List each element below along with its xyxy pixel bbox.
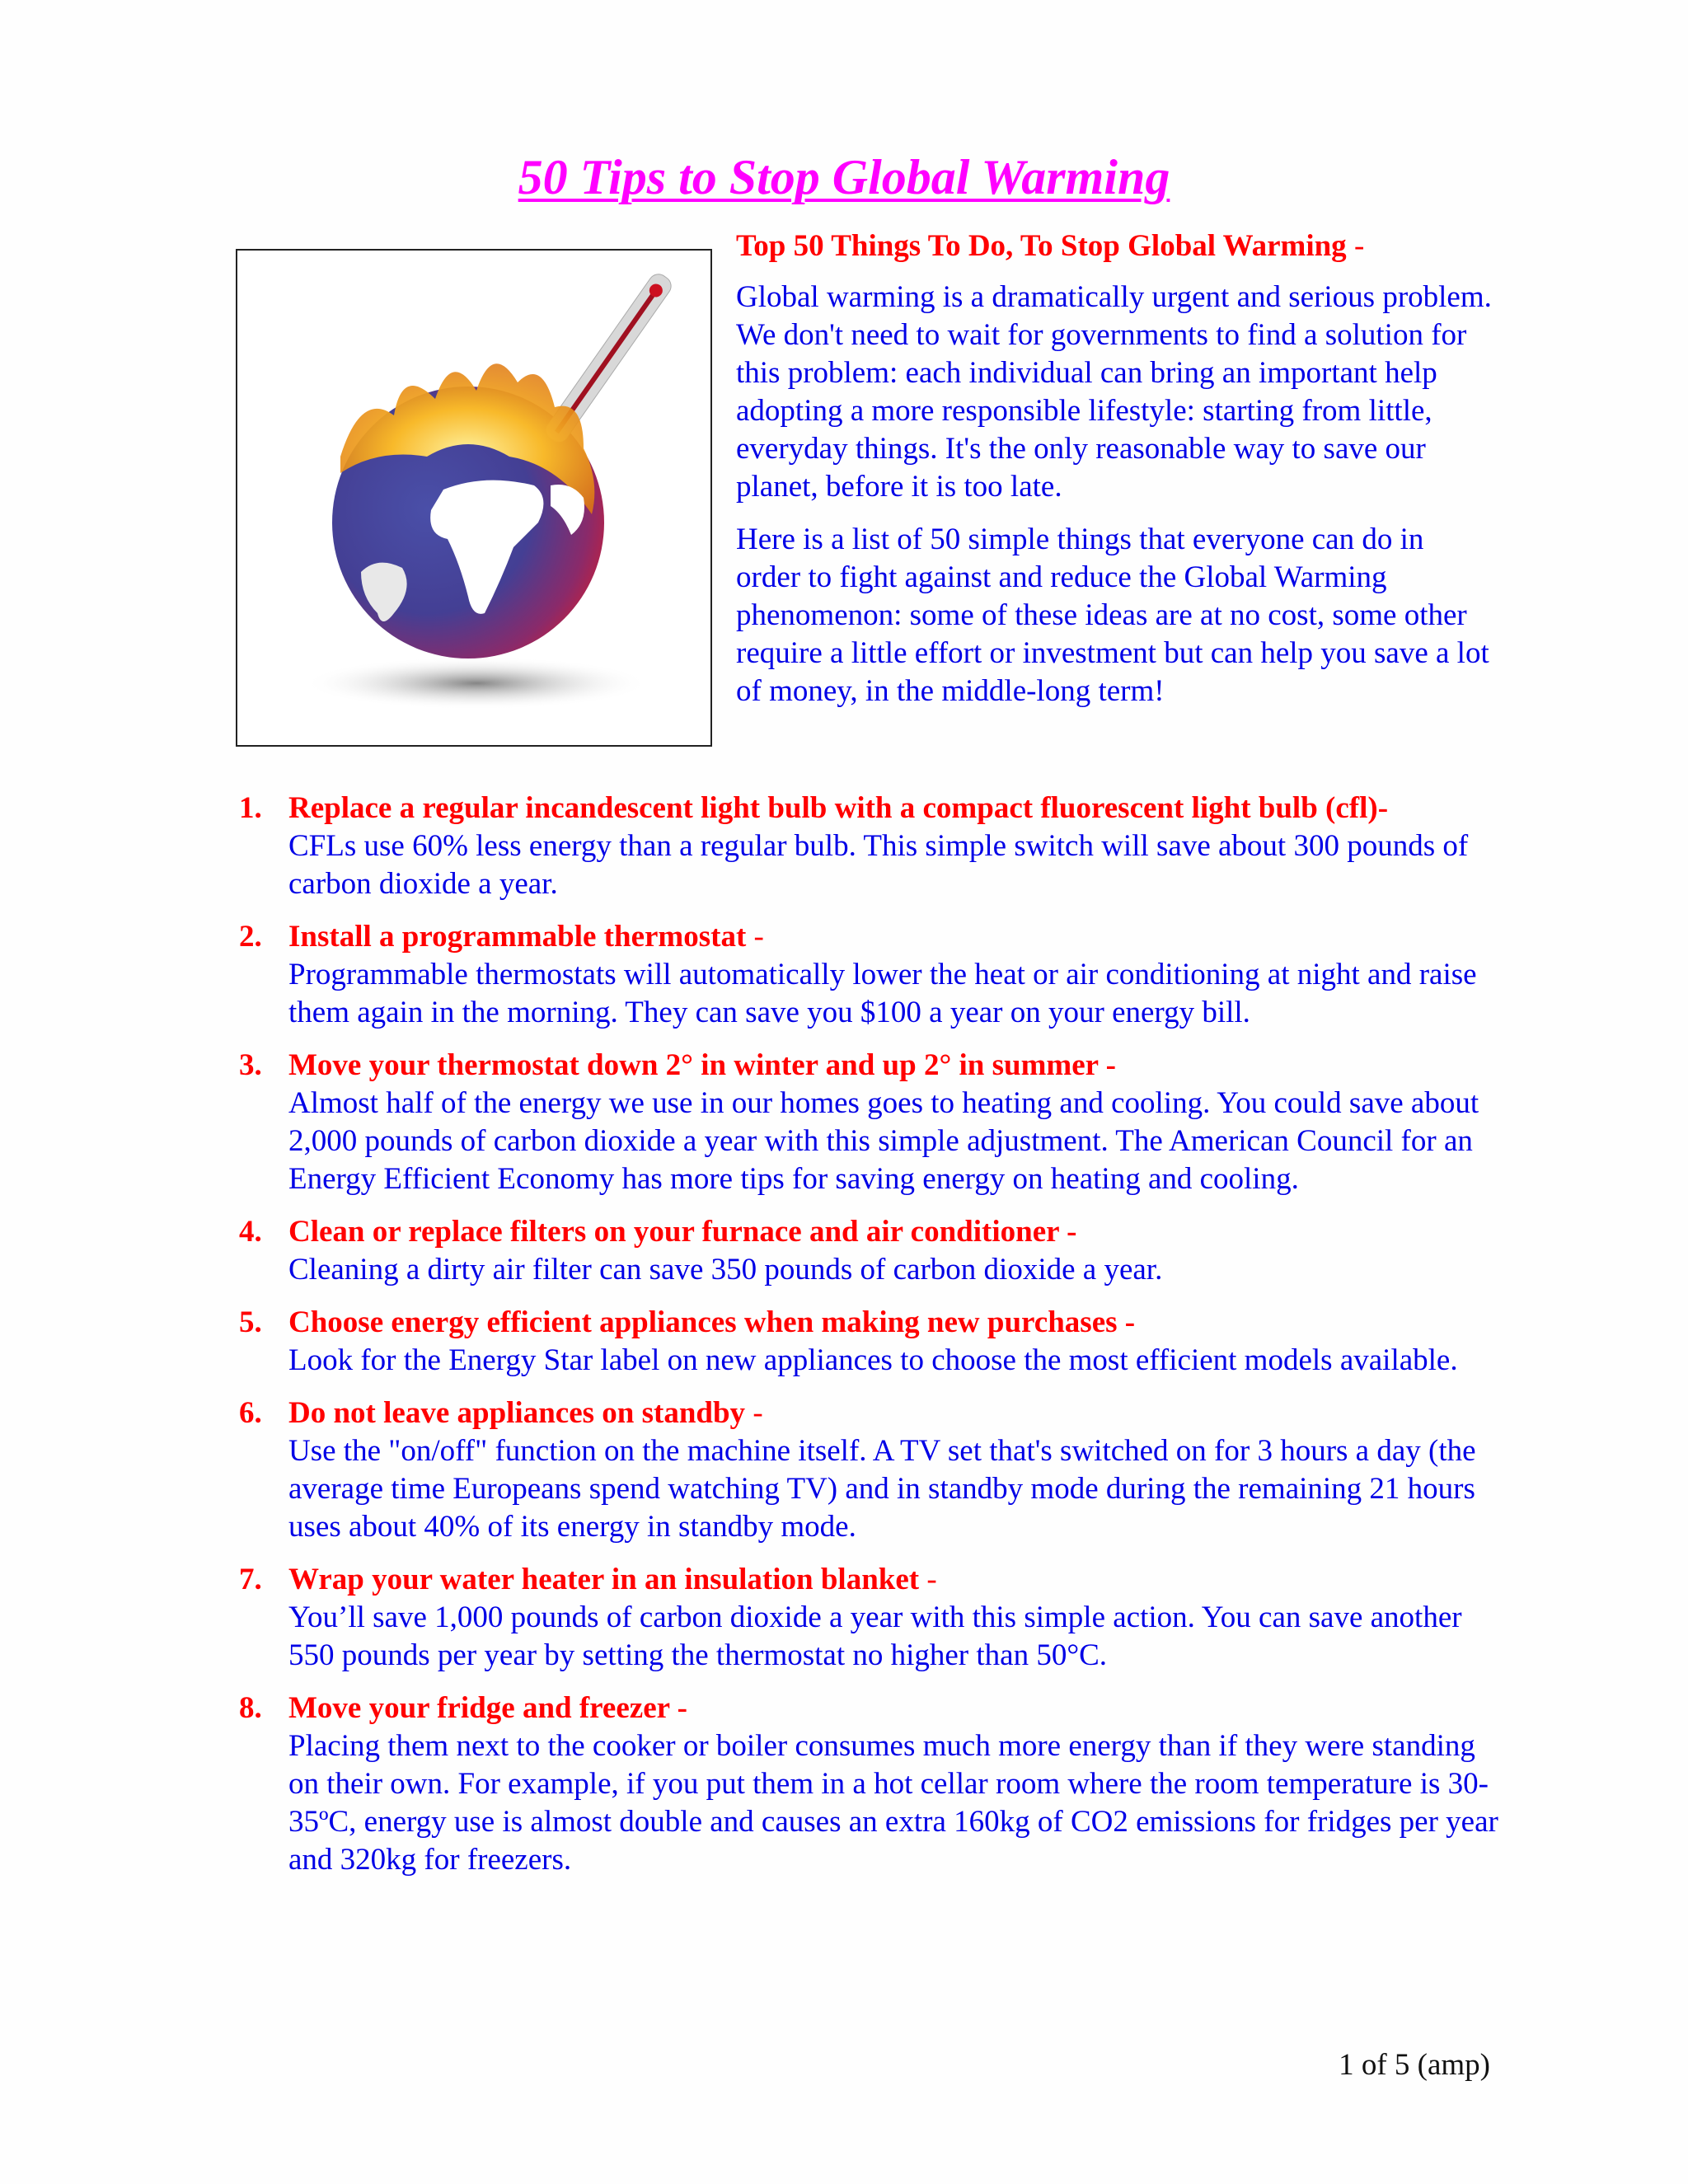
intro-paragraph: Here is a list of 50 simple things that everyone can do in order to fight against and reduce the Global Warming phenomenon: some of these ideas are at no cost, some other require a little effort or investment but can help you save a lot of money, in the middle-long term! (736, 523, 1489, 708)
tip-body: CFLs use 60% less energy than a regular bulb. This simple switch will save about 300 pounds of carbon dioxide a year. (288, 829, 1469, 901)
tip-heading (288, 1690, 1500, 1727)
tip-heading (288, 918, 1500, 956)
tip-number: 4. (239, 1215, 262, 1249)
tips-list (239, 790, 1500, 1894)
tip-heading-text: Clean or replace filters on your furnace and air conditioner - (288, 1215, 1077, 1249)
intro-heading-text: Top 50 Things To Do, To Stop Global Warming (736, 229, 1347, 263)
intro-paragraph: Global warming is a dramatically urgent and serious problem. We don't need to wait for governments to find a solution for this problem: each individual can bring an important help adopting a more responsible lifestyle: starting from little, everyday things. It's the only reasonable way to save our planet, before it is too late. (736, 280, 1492, 504)
tip-body: Use the "on/off" function on the machine itself. A TV set that's switched on for 3 hours a day (the average time Europeans spend watching TV) and in standby mode during the remaining 21 hours uses about 40% of its energy in standby mode. (288, 1434, 1476, 1544)
globe-figure (236, 249, 712, 747)
tip-item (239, 918, 1500, 1032)
tip-number: 7. (239, 1563, 262, 1596)
tip-heading-dash: - (746, 920, 764, 954)
tip-heading (288, 1394, 1500, 1432)
intro-section (736, 227, 1494, 725)
tip-heading-dash: - (919, 1563, 937, 1596)
tip-number: 5. (239, 1305, 262, 1339)
tip-body: Look for the Energy Star label on new appliances to choose the most efficient models available. (288, 1343, 1458, 1377)
tip-heading (288, 1561, 1500, 1599)
page-number: 1 of 5 (amp) (1339, 2048, 1490, 2082)
tip-item (239, 1394, 1500, 1546)
tip-heading-text: Do not leave appliances on standby (288, 1396, 746, 1430)
tip-body: Almost half of the energy we use in our homes goes to heating and cooling. You could save about 2,000 pounds of carbon dioxide a year with this simple adjustment. The American Council for an Energy Efficient Economy has more tips for saving energy on heating and cooling. (288, 1086, 1479, 1196)
tip-item (239, 1690, 1500, 1879)
tip-number: 1. (239, 791, 262, 825)
tip-item (239, 790, 1500, 903)
tip-body: You’ll save 1,000 pounds of carbon dioxide a year with this simple action. You can save another 550 pounds per year by setting the thermostat no higher than 50°C. (288, 1601, 1462, 1672)
tip-heading (288, 1304, 1500, 1342)
tip-item (239, 1561, 1500, 1675)
tip-body: Programmable thermostats will automatically lower the heat or air conditioning at night and raise them again in the morning. They can save you $100 a year on your energy bill. (288, 958, 1477, 1029)
tip-number: 8. (239, 1691, 262, 1725)
tip-heading-text: Move your fridge and freezer - (288, 1691, 687, 1725)
tip-number: 2. (239, 920, 262, 954)
tip-heading-dash: - (745, 1396, 763, 1430)
tip-heading-text: Move your thermostat down 2° in winter and up 2° in summer - (288, 1048, 1116, 1082)
burning-globe-icon (237, 251, 710, 745)
tip-heading-text: Wrap your water heater in an insulation blanket (288, 1563, 920, 1596)
tip-number: 3. (239, 1048, 262, 1082)
intro-heading-dash: - (1346, 229, 1365, 263)
tip-item (239, 1304, 1500, 1380)
page-title: 50 Tips to Stop Global Warming (518, 150, 1170, 204)
tip-body: Cleaning a dirty air filter can save 350 pounds of carbon dioxide a year. (288, 1253, 1163, 1286)
tip-heading-text: Install a programmable thermostat (288, 920, 747, 954)
tip-heading (288, 1213, 1500, 1251)
tip-heading (288, 1047, 1500, 1085)
tip-body: Placing them next to the cooker or boiler consumes much more energy than if they were standing on their own. For example, if you put them in a hot cellar room where the room temperature is 30-35ºC, energy use is almost double and causes an extra 160kg of CO2 emissions for fridges per year and 320kg for freezers. (288, 1729, 1498, 1877)
tip-number: 6. (239, 1396, 262, 1430)
tip-item (239, 1047, 1500, 1198)
tip-item (239, 1213, 1500, 1289)
intro-heading (736, 227, 1494, 265)
tip-heading-text: Replace a regular incandescent light bulb with a compact fluorescent light bulb (cfl)- (288, 791, 1389, 825)
tip-heading (288, 790, 1500, 827)
tip-heading-text: Choose energy efficient appliances when making new purchases - (288, 1305, 1136, 1339)
